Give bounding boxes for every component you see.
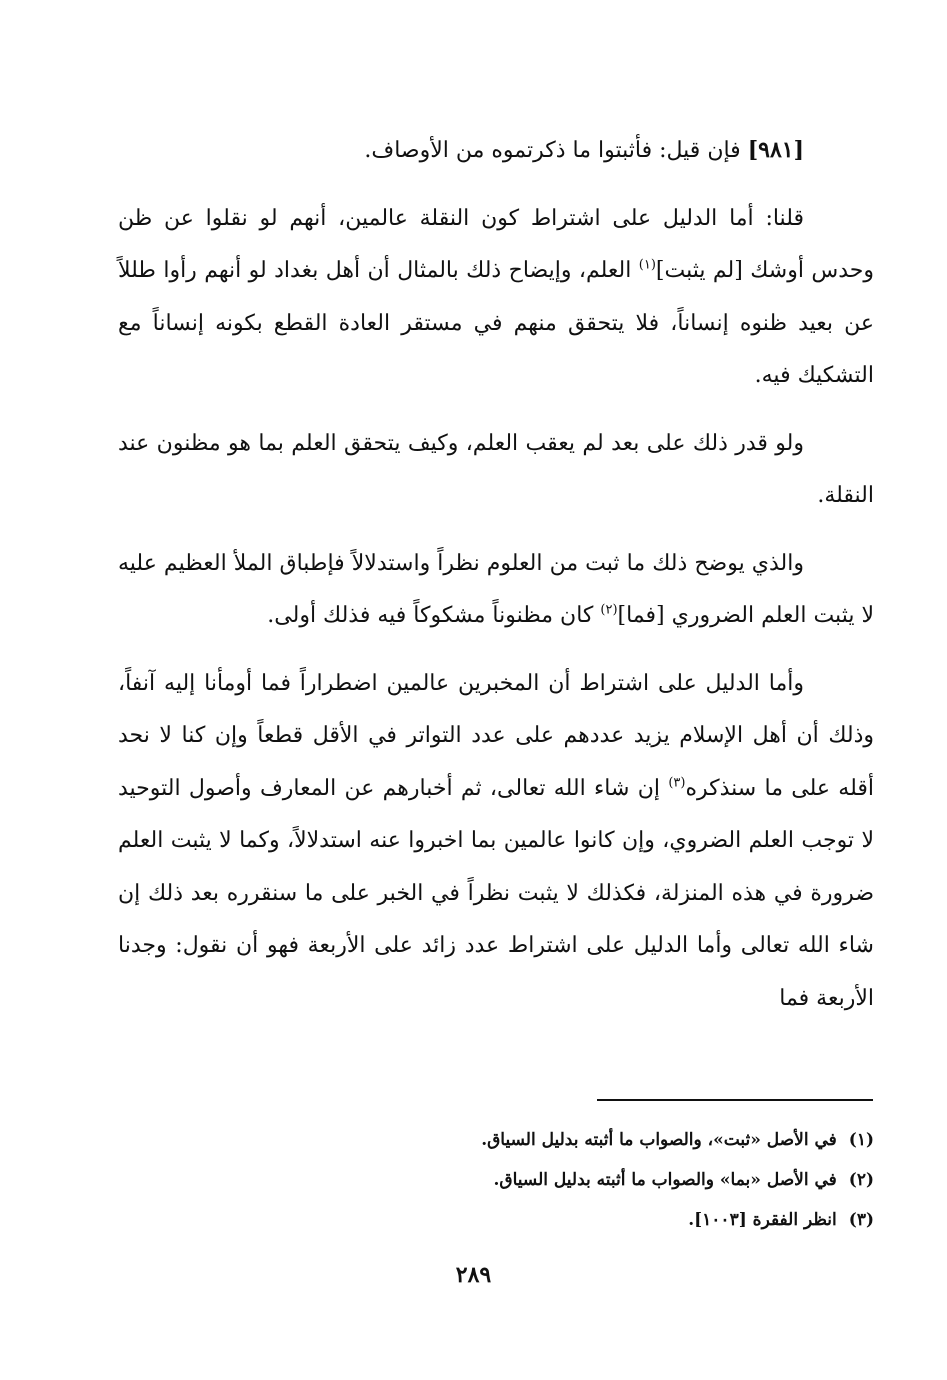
footnote-text: انظر الفقرة [١٠٠٣].: [688, 1210, 837, 1230]
footnote-number: (٣): [848, 1210, 874, 1230]
paragraph-question: [118, 124, 874, 178]
footnote-ref: (٢): [600, 602, 618, 618]
paragraph: [118, 418, 874, 523]
footnote-divider: [597, 1099, 873, 1101]
main-text: [118, 124, 874, 1040]
paragraph-answer: [118, 193, 874, 403]
paragraph-text: فإن قيل: فأثبتوا ما ذكرتموه من الأوصاف.: [364, 138, 741, 163]
footnote-ref: (٣): [668, 775, 686, 791]
paragraph: [118, 658, 874, 1026]
paragraph-text: والذي يوضح ذلك ما ثبت من العلوم نظراً واستدلالاً فإطباق الملأ العظيم عليه لا يثبت العلم الضروري [فما]: [118, 550, 874, 628]
footnote-ref: (١): [638, 257, 656, 273]
footnote-3: [300, 1200, 874, 1240]
footnote-number: (٢): [848, 1170, 874, 1190]
paragraph-text: قلنا: أما الدليل على اشتراط كون النقلة عالمين، أنهم لو نقلوا عن ظن وحدس أوشك [لم يثبت]: [118, 205, 874, 283]
footnote-number: (١): [848, 1130, 874, 1150]
footnote-text: في الأصل «ثبت»، والصواب ما أثبته بدليل السياق.: [481, 1130, 837, 1150]
footnote-text: في الأصل «بما» والصواب ما أثبته بدليل السياق.: [493, 1170, 837, 1190]
page-number: ٢٨٩: [455, 1262, 492, 1288]
footnotes: [300, 1120, 874, 1240]
paragraph-text: إن شاء الله تعالى، ثم أخبارهم عن المعارف وأصول التوحيد لا توجب العلم الضروي، وإن كانوا عالمين بما اخبروا عنه استدلالاً، وكما لا يثبت العلم ضرورة في هذه المنزلة، فكذلك لا يثبت نظراً في الخبر على ما سنقرره بعد ذلك إن شاء الله تعالى وأما الدليل على اشتراط عدد زائد على الأربعة فهو أن نقول: وجدنا الأربعة فما: [118, 775, 874, 1011]
paragraph-text: العلم، وإيضاح ذلك بالمثال أن أهل بغداد لو أنهم رأوا طللاً عن بعيد ظنوه إنساناً، فلا يتحقق منهم في مستقر العادة القطع بكونه إنساناً مع التشكيك فيه.: [118, 258, 874, 388]
footnote-2: [300, 1160, 874, 1200]
paragraph-text: ولو قدر ذلك على بعد لم يعقب العلم، وكيف يتحقق العلم بما هو مظنون عند النقلة.: [118, 430, 874, 508]
section-number: [٩٨١]: [747, 137, 804, 163]
footnote-1: [300, 1120, 874, 1160]
paragraph: [118, 538, 874, 643]
paragraph-text: وأما الدليل على اشتراط أن المخبرين عالمين اضطراراً فما أومأنا إليه آنفاً، وذلك أن أهل الإسلام يزيد عددهم على عدد التواتر في الأقل قطعاً وإن كنا لا نحد أقله على ما سنذكره: [118, 670, 875, 801]
paragraph-text: كان مظنوناً مشكوكاً فيه فذلك أولى.: [267, 603, 594, 628]
